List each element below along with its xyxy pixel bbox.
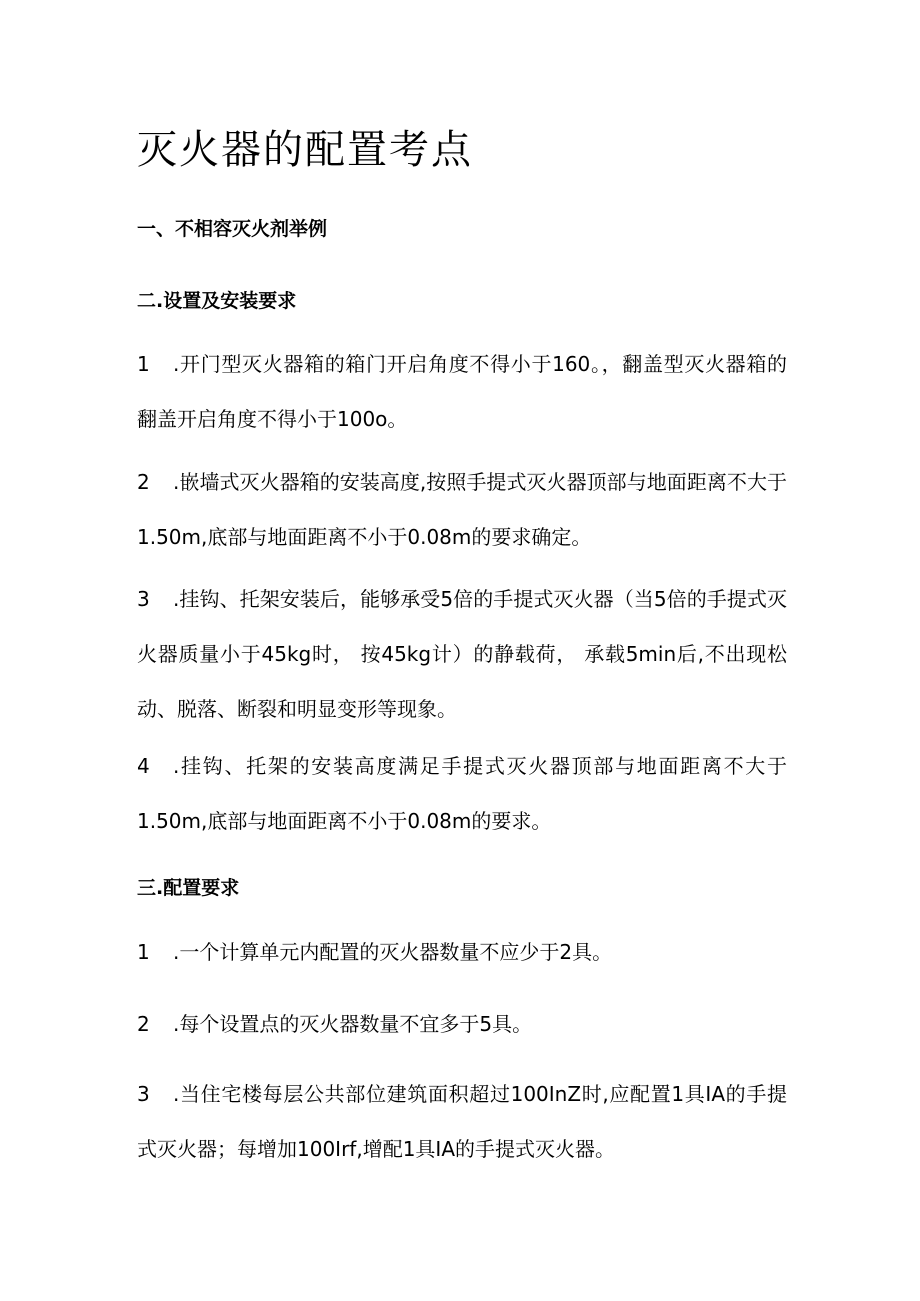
item-number: 1 xyxy=(137,940,150,964)
item-number: 2 xyxy=(137,470,150,494)
installation-item-2 xyxy=(137,455,787,565)
item-text: .挂钩、托架的安装高度满足手提式灭火器顶部与地面距离不大于1.50m,底部与地面距离不小于0.08m的要求。 xyxy=(137,754,787,833)
item-text: .嵌墙式灭火器箱的安装高度,按照手提式灭火器顶部与地面距离不大于1.50m,底部与地面距离不小于0.08m的要求确定。 xyxy=(137,470,787,549)
item-number: 3 xyxy=(137,587,150,611)
item-text: .每个设置点的灭火器数量不宜多于5具。 xyxy=(173,1012,533,1036)
item-number: 1 xyxy=(137,352,150,376)
section-heading-incompatible-agents: 一、不相容灭火剂举例 xyxy=(137,218,328,240)
configuration-item-2 xyxy=(137,997,787,1052)
configuration-item-3 xyxy=(137,1067,787,1177)
installation-item-4 xyxy=(137,739,787,849)
page-title: 灭火器的配置考点 xyxy=(137,127,473,173)
item-number: 3 xyxy=(137,1082,150,1106)
item-number: 2 xyxy=(137,1012,150,1036)
item-text: .当住宅楼每层公共部位建筑面积超过100InZ时,应配置1具IA的手提式灭火器；每增加100Irf,增配1具IA的手提式灭火器。 xyxy=(137,1082,787,1161)
item-number: 4 xyxy=(137,754,150,778)
item-text: .挂钩、托架安装后，能够承受5倍的手提式灭火器（当5倍的手提式灭火器质量小于45kg时， 按45kg计）的静载荷， 承载5min后,不出现松动、脱落、断裂和明显变形等现象。 xyxy=(137,587,787,721)
item-text: .开门型灭火器箱的箱门开启角度不得小于160。，翻盖型灭火器箱的翻盖开启角度不得小于100o。 xyxy=(137,352,787,431)
section-heading-configuration: 三.配置要求 xyxy=(137,877,240,899)
section-heading-installation: 二.设置及安装要求 xyxy=(137,290,297,312)
configuration-item-1 xyxy=(137,925,787,980)
item-text: .一个计算单元内配置的灭火器数量不应少于2具。 xyxy=(173,940,613,964)
installation-item-3 xyxy=(137,572,787,737)
installation-item-1 xyxy=(137,337,787,447)
